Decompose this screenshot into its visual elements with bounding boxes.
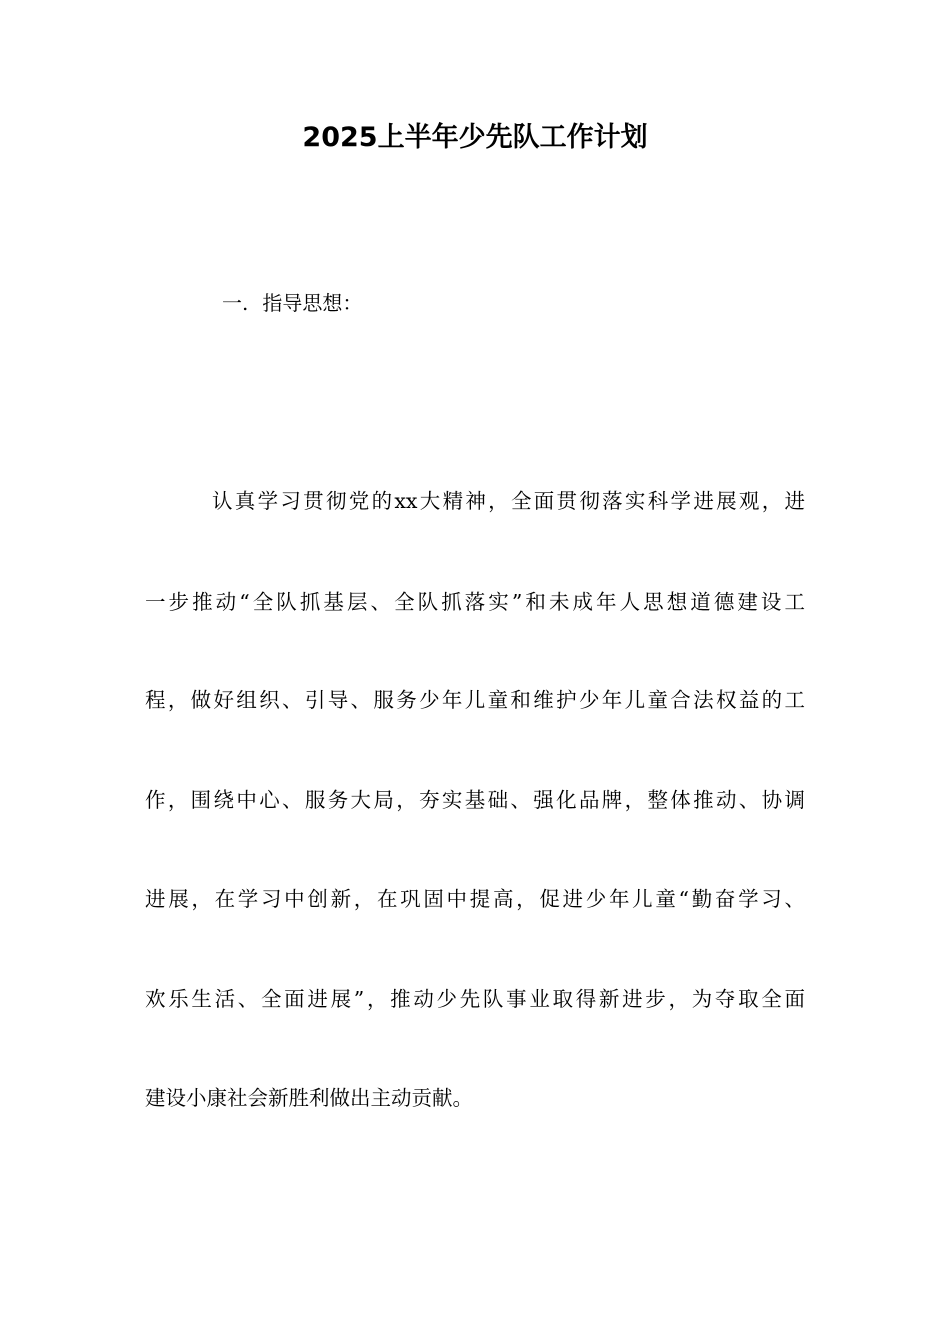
paragraph-line: 建设小康社会新胜利做出主动贡献。 (145, 1086, 473, 1110)
paragraph-line: 认真学习贯彻党的xx大精神，全面贯彻落实科学进展观，进 (212, 489, 805, 513)
paragraph-line: 程，做好组织、引导、服务少年儿童和维护少年儿童合法权益的工 (145, 688, 805, 712)
paragraph-line: 一步推动“全队抓基层、全队抓落实”和未成年人思想道德建设工 (145, 590, 805, 614)
paragraph-line: 欢乐生活、全面进展”，推动少先队事业取得新进步，为夺取全面 (145, 987, 805, 1011)
document-title: 2025上半年少先队工作计划 (302, 122, 648, 153)
paragraph-line: 进展，在学习中创新，在巩固中提高，促进少年儿童“勤奋学习、 (145, 887, 805, 911)
section-heading (222, 288, 362, 318)
section-heading-text: 指导思想： (262, 291, 363, 315)
paragraph-line: 作，围绕中心、服务大局，夯实基础、强化品牌，整体推动、协调 (145, 788, 805, 812)
section-number: 一. (222, 291, 249, 315)
